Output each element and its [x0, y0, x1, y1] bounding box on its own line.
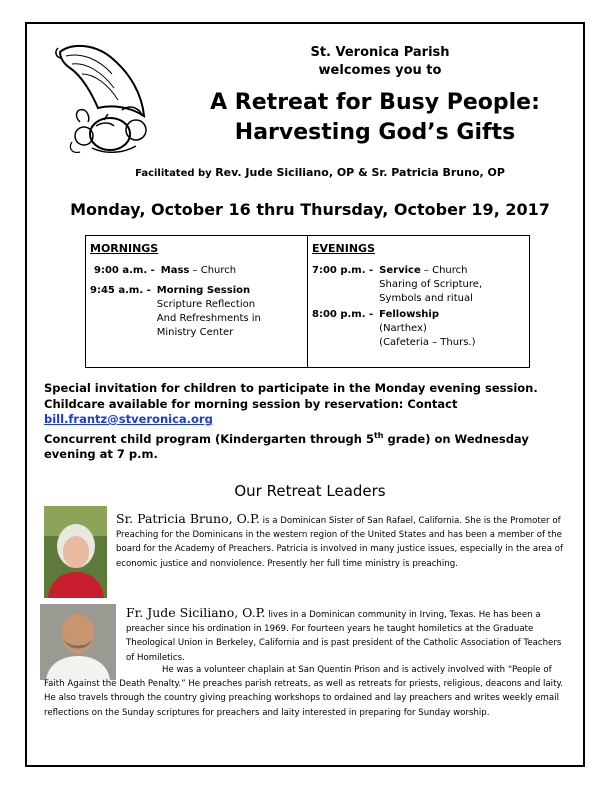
- schedule-detail-line: Ministry Center: [156, 327, 234, 338]
- schedule-detail-line: (Narthex): [379, 323, 427, 334]
- jude-name: Fr. Jude Siciliano, O.P.: [126, 605, 266, 620]
- schedule-detail-line: Sharing of Scripture,: [379, 279, 483, 290]
- notice-line-2: Childcare available for morning session by reservation: Contact: [44, 396, 458, 411]
- schedule-title: Fellowship: [379, 309, 440, 320]
- schedule-item: [90, 264, 303, 278]
- patricia-bio: [116, 512, 566, 571]
- schedule-item: [90, 284, 303, 340]
- title-line-2: Harvesting God’s Gifts: [234, 120, 516, 145]
- jude-bio-continued: He was a volunteer chaplain at San Quentin Prison and is actively involved with “People of Faith Against the Death Penalty.” He preaches parish retreats, as well as retreats for priests, religious, deacons and laity. He also travels through the country giving preaching workshops to ordained and lay preachers and writes weekly email reflections on the Sunday scriptures for preachers and laity interested in preparing for Sunday worship.: [44, 665, 564, 718]
- schedule-detail-line: Symbols and ritual: [379, 293, 473, 304]
- patricia-photo: [44, 506, 107, 598]
- schedule-detail: – Church: [420, 265, 468, 276]
- evenings-column: [307, 236, 529, 367]
- evenings-heading: EVENINGS: [312, 242, 375, 255]
- schedule-item: [312, 308, 525, 350]
- schedule-time: 8:00 p.m. -: [312, 309, 374, 320]
- notice-line-1: Special invitation for children to participate in the Monday evening session.: [44, 381, 538, 395]
- schedule-title: Morning Session: [156, 285, 251, 296]
- welcome-text: welcomes you to: [318, 63, 442, 78]
- patricia-bio-text: is a Dominican Sister of San Rafael, California. She is the Promoter of Preaching for the Dominicans in the western region of the United States and has been a member of the board for the Academy of Preachers. Patricia is involved in many justice issues, especially in the area of economic justice and nonviolence. Presently her full time ministry is preaching.: [116, 516, 563, 569]
- leaders-heading: Our Retreat Leaders: [234, 482, 386, 500]
- schedule-detail-line: (Cafeteria – Thurs.): [379, 337, 476, 348]
- schedule-title: Mass: [160, 265, 190, 276]
- retreat-title: [205, 88, 545, 148]
- mornings-column: [86, 236, 307, 367]
- header-block: [250, 44, 510, 80]
- contact-email-link[interactable]: bill.frantz@stveronica.org: [44, 412, 213, 426]
- facilitated-prefix: Facilitated by: [135, 168, 212, 179]
- schedule-title: Service: [379, 265, 421, 276]
- facilitator-names: Rev. Jude Siciliano, OP & Sr. Patricia Bruno, OP: [215, 166, 505, 179]
- notice-line-3: Concurrent child program (Kindergarten through 5th grade) on Wednesday evening at 7 p.m.: [44, 430, 529, 461]
- jude-bio-text: lives in a Dominican community in Irving, Texas. He has been a preacher since his ordination in 1969. For fourteen years he taught homiletics at the Graduate Theological Union in Berkeley, California and is past president of the Catholic Association of Teachers of Homiletics.: [126, 610, 562, 663]
- facilitators-line: [100, 166, 540, 179]
- schedule-time: 9:00 a.m. -: [94, 265, 155, 276]
- cornucopia-logo: [52, 38, 152, 158]
- retreat-dates: Monday, October 16 thru Thursday, October 19, 2017: [70, 200, 550, 219]
- schedule-detail-line: And Refreshments in: [156, 313, 261, 324]
- schedule-table: [85, 235, 530, 368]
- schedule-item: [312, 264, 525, 306]
- schedule-time: 7:00 p.m. -: [312, 265, 374, 276]
- schedule-detail: – Church: [189, 265, 237, 276]
- title-line-1: A Retreat for Busy People:: [210, 90, 540, 115]
- schedule-time: 9:45 a.m. -: [90, 285, 151, 296]
- patricia-name: Sr. Patricia Bruno, O.P.: [116, 511, 260, 526]
- mornings-heading: MORNINGS: [90, 242, 159, 255]
- parish-name: St. Veronica Parish: [310, 45, 450, 60]
- special-notice: [44, 381, 574, 462]
- jude-bio: [126, 606, 566, 665]
- schedule-detail-line: Scripture Reflection: [156, 299, 256, 310]
